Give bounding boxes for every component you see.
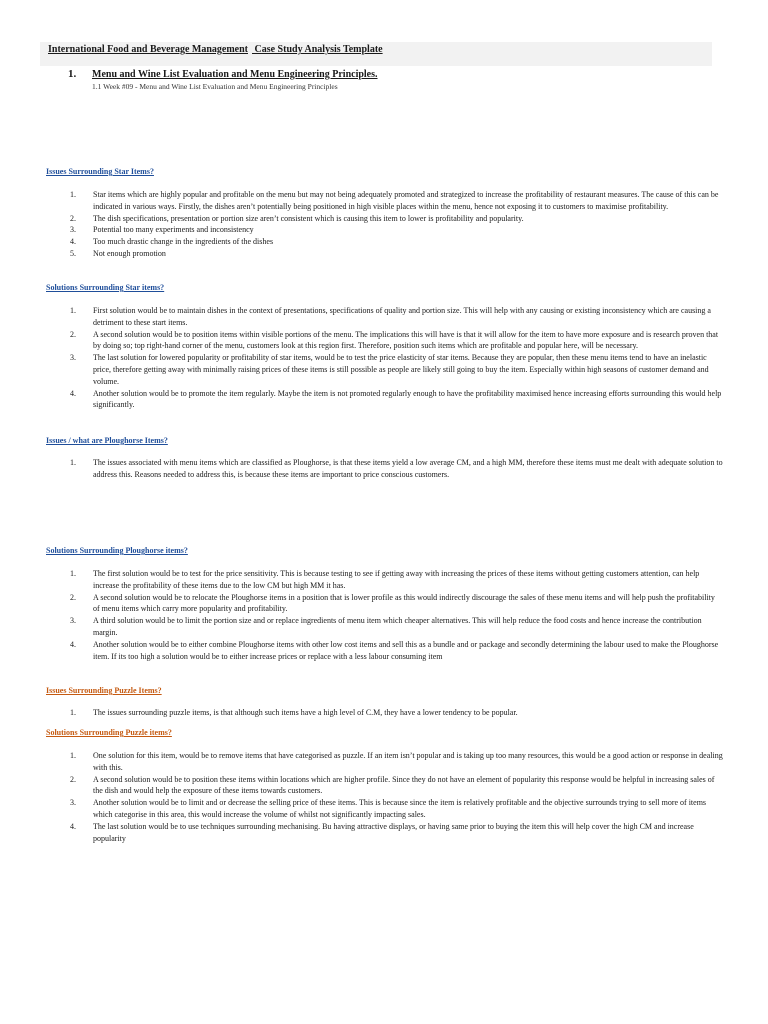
template-title: Case Study Analysis Template bbox=[254, 44, 383, 55]
list-item: 1. Star items which are highly popular and profitable on the menu but may not being adequately promoted and strategized to increase the profitability of restaurant measures. The cause of this can be indicated in various ways. Firstly, the dishes aren’t potentially being positioned in high visible places within the menu, hence not exposing it to customers to maximise profitability. bbox=[70, 190, 719, 211]
course-title: International Food and Beverage Management bbox=[48, 44, 248, 55]
list-item: 3. Another solution would be to limit and or decrease the selling price of these items. This is because since the item is relatively profitable and the objective surrounds trying to sell more of items which categorise in this area, this would increase the volume of whilst not significantly impacting sales. bbox=[70, 798, 707, 819]
main-heading bbox=[68, 68, 378, 80]
list-ploughorse-solutions bbox=[0, 568, 768, 662]
section-title-puzzle-solutions: Solutions Surrounding Puzzle items? bbox=[46, 728, 172, 737]
list-item: 1. One solution for this item, would be to remove items that have categorised as puzzle. If an item isn’t popular and is taking up too many resources, this would be a good action or response in dealing with this. bbox=[70, 751, 723, 772]
section-title-puzzle-issues: Issues Surrounding Puzzle Items? bbox=[46, 686, 162, 695]
list-item: 3. The last solution for lowered popularity or profitability of star items, would be to test the price elasticity of star items. Because they are popular, then these menu items tend to have an inelastic price, therefore getting away with minimally raising prices of these items is still possible as people are likely still going to buy the item. Especially within high seasons of customer demand and volume. bbox=[70, 353, 709, 386]
section-title-star-solutions: Solutions Surrounding Star items? bbox=[46, 283, 165, 292]
list-puzzle-issues bbox=[0, 707, 768, 719]
list-item: 2. A second solution would be to position items within visible portions of the menu. The implications this will have is that it will allow for the item to have more exposure and is research proven that by doing so; top right-hand corner of the menu, customers look at this region first. Therefore, position such items which are profitable and popular here, will be necessary. bbox=[70, 329, 719, 351]
list-star-issues bbox=[0, 189, 768, 260]
section-title-ploughorse-issues: Issues / what are Ploughorse Items? bbox=[46, 436, 168, 445]
list-item: 4. Another solution would be to either combine Ploughorse items with other low cost items and sell this as a bundle and or package and secondly determining the labour used to make the Ploughorse item. If its too high a solution would be to either increase prices or replace with a less labour consuming item bbox=[70, 639, 719, 661]
list-item: 1. The issues associated with menu items which are classified as Ploughorse, is that these items yield a low average CM, and a high MM, therefore these items must me dealt with adequate solution to address this. Reasons needed to address this, is because these items are important to price conscious customers. bbox=[70, 458, 723, 479]
template-header-bar bbox=[40, 42, 712, 66]
heading-title: Menu and Wine List Evaluation and Menu Engineering Principles. bbox=[92, 69, 378, 80]
list-item: 4. Too much drastic change in the ingredients of the dishes bbox=[70, 237, 274, 247]
heading-number: 1. bbox=[68, 68, 77, 80]
document-title bbox=[48, 44, 387, 55]
list-item: 3. Potential too many experiments and inconsistency bbox=[70, 225, 254, 235]
section-title-ploughorse-solutions: Solutions Surrounding Ploughorse items? bbox=[46, 546, 188, 555]
list-ploughorse-issues bbox=[0, 457, 768, 481]
list-item: 2. A second solution would be to position these items within locations which are higher profile. Since they do not have an element of popularity this response would be helpful in increasing sales of the dish and would help the exposure of these items towards customers. bbox=[70, 774, 715, 796]
list-item: 2. The dish specifications, presentation or portion size aren’t consistent which is causing this item to lower is profitability and popularity. bbox=[70, 213, 524, 223]
list-item: 1. First solution would be to maintain dishes in the context of presentations, specifications of quality and portion size. This will help with any causing or existing inconsistency which are causing a detriment to these start items. bbox=[70, 306, 711, 327]
list-item: 4. Another solution would be to promote the item regularly. Maybe the item is not promoted regularly enough to have the profitability maximised hence increasing efforts surrounding this would help significantly. bbox=[70, 388, 722, 410]
list-item: 5. Not enough promotion bbox=[70, 248, 166, 258]
heading-subtitle: 1.1 Week #09 - Menu and Wine List Evaluation and Menu Engineering Principles bbox=[92, 82, 338, 91]
list-star-solutions bbox=[0, 305, 768, 411]
list-puzzle-solutions bbox=[0, 750, 768, 844]
section-title-star-issues: Issues Surrounding Star Items? bbox=[46, 167, 154, 176]
list-item: 4. The last solution would be to use techniques surrounding mechanising. Bu having attractive displays, or having same prior to buying the item this will help cover the high CM and increase popularity bbox=[70, 821, 694, 843]
list-item: 1. The issues surrounding puzzle items, is that although such items have a high level of C.M, they have a lower tendency to be popular. bbox=[70, 708, 518, 717]
list-item: 1. The first solution would be to test for the price sensitivity. This is because testing to see if getting away with increasing the prices of these items without getting customers attention, can help increase the profitability of these items due to the low CM but high MM it has. bbox=[70, 569, 700, 590]
list-item: 3. A third solution would be to limit the portion size and or replace ingredients of menu item which cheaper alternatives. This will help reduce the food costs and hence increase the contribution margin. bbox=[70, 616, 702, 637]
list-item: 2. A second solution would be to relocate the Ploughorse items in a position that is lower profile as this would indirectly discourage the sales of these menu items and will help push the profitability of menu items which carry more popularity and profitability. bbox=[70, 592, 715, 614]
